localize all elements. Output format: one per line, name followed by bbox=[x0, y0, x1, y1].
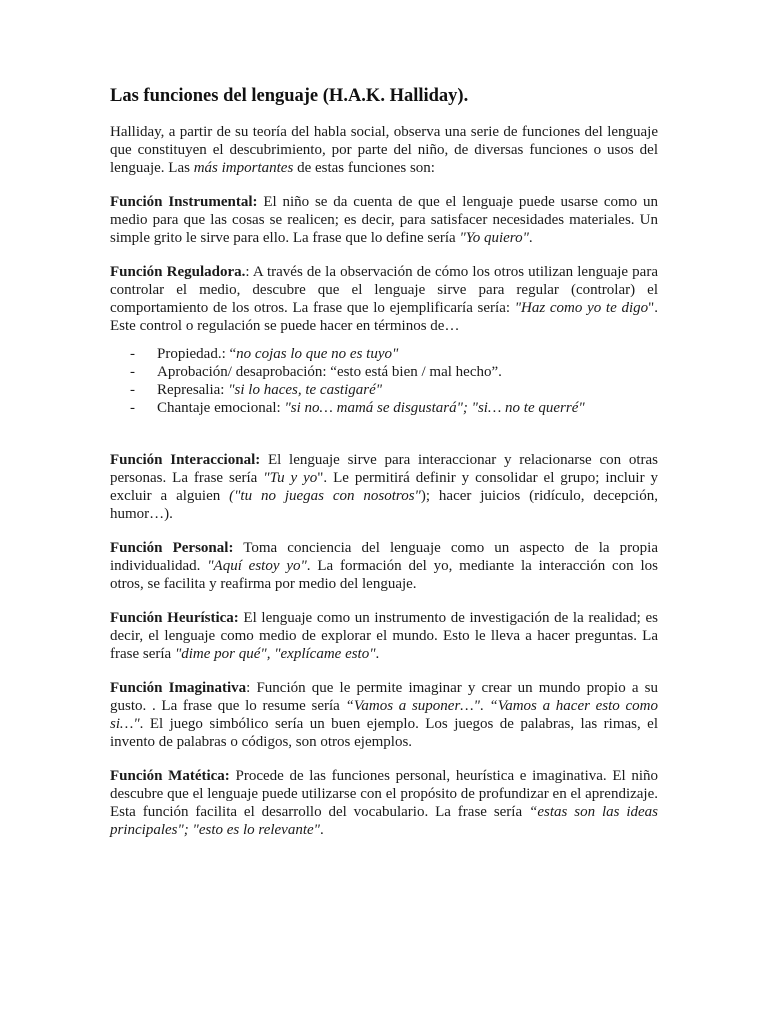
list-label: Aprobación/ desaprobación: bbox=[157, 364, 331, 380]
heuristica-text-end: . bbox=[375, 646, 380, 662]
imaginativa-quote: “Vamos a suponer…" bbox=[345, 698, 480, 714]
matetica-text-end: . bbox=[319, 822, 324, 838]
personal-text: Toma conciencia del lenguaje como un aspecto de la propia individualidad. bbox=[110, 540, 658, 574]
list-dash: - bbox=[130, 364, 135, 380]
reguladora-text-end: ". Este control o regulación se puede hacer en términos de… bbox=[110, 300, 658, 334]
intro-paragraph bbox=[110, 123, 658, 177]
section-imaginativa bbox=[110, 679, 658, 751]
list-text: “ bbox=[229, 346, 237, 362]
reguladora-heading: Función Reguladora. bbox=[110, 264, 246, 280]
matetica-quote: “estas son las ideas principales"; "esto es lo relevante" bbox=[110, 804, 658, 838]
list-label: Propiedad.: bbox=[157, 346, 230, 362]
matetica-text: Procede de las funciones personal, heurística e imaginativa. El niño descubre que el lenguaje puede utilizarse con el propósito de profundizar en el aprendizaje. Esta función facilita el desarrollo del vocabulario. La frase sería bbox=[110, 768, 658, 820]
section-interaccional bbox=[110, 451, 658, 523]
document-title: Las funciones del lenguaje (H.A.K. Halliday). bbox=[110, 86, 469, 106]
interaccional-quote: "Tu y yo bbox=[263, 470, 318, 486]
imaginativa-text-end: . El juego simbólico sería un buen ejemplo. Los juegos de palabras, las rimas, el invento de palabras o códigos, son otros ejemplos. bbox=[110, 716, 658, 750]
regulation-list bbox=[110, 345, 658, 417]
list-item bbox=[130, 399, 658, 417]
section-matetica bbox=[110, 767, 658, 839]
matetica-heading: Función Matética: bbox=[110, 768, 230, 784]
personal-text-end: . La formación del yo, mediante la interacción con los otros, se facilita y reafirma por medio del lenguaje. bbox=[110, 558, 659, 592]
heuristica-quote: "dime por qué", "explícame esto" bbox=[174, 646, 376, 662]
document-body bbox=[110, 84, 658, 855]
list-item bbox=[130, 381, 658, 399]
imaginativa-quote-2: “Vamos a hacer esto como si…" bbox=[110, 698, 658, 732]
section-reguladora bbox=[110, 263, 658, 335]
personal-quote: "Aquí estoy yo" bbox=[207, 558, 307, 574]
list-label: Represalia: bbox=[157, 382, 229, 398]
instrumental-quote: "Yo quiero" bbox=[459, 230, 529, 246]
list-label: Chantaje emocional: bbox=[157, 400, 285, 416]
instrumental-heading: Función Instrumental: bbox=[110, 194, 258, 210]
interaccional-text-mid: ". Le permitirá definir y consolidar el grupo; incluir y excluir a alguien bbox=[110, 470, 658, 504]
list-item bbox=[130, 345, 658, 363]
interaccional-quote-2: ("tu no juegas con nosotros" bbox=[229, 488, 421, 504]
section-heuristica bbox=[110, 609, 658, 663]
imaginativa-heading: Función Imaginativa bbox=[110, 680, 247, 696]
interaccional-text-end: ); hacer juicios (ridículo, decepción, humor…). bbox=[110, 488, 658, 522]
list-quote: "si lo haces, te castigaré" bbox=[228, 382, 383, 398]
section-instrumental bbox=[110, 193, 658, 247]
section-personal bbox=[110, 539, 658, 593]
reguladora-text: : A través de la observación de cómo los otros utilizan lenguaje para controlar el medio, descubre que el lenguaje sirve para regular (controlar) el comportamiento de los otros. La frase que lo ejemplificaría sería: bbox=[110, 264, 658, 316]
instrumental-text: El niño se da cuenta de que el lenguaje puede usarse como un medio para que las cosas se realicen; es decir, para satisfacer necesidades materiales. Un simple grito le sirve para ello. La frase que lo define sería bbox=[110, 194, 658, 246]
list-quote: "si no… mamá se disgustará"; "si… no te querré" bbox=[284, 400, 585, 416]
interaccional-text: El lenguaje sirve para interaccionar y relacionarse con otras personas. La frase sería bbox=[110, 452, 658, 486]
list-dash: - bbox=[130, 400, 135, 416]
spacer bbox=[110, 433, 658, 451]
intro-emphasis: más importantes bbox=[193, 160, 294, 176]
list-quote: no cojas lo que no es tuyo" bbox=[236, 346, 399, 362]
heuristica-text: El lenguaje como un instrumento de investigación de la realidad; es decir, el lenguaje como medio de explorar el mundo. Esto le lleva a hacer preguntas. La frase sería bbox=[110, 610, 658, 662]
heuristica-heading: Función Heurística: bbox=[110, 610, 239, 626]
list-dash: - bbox=[130, 382, 135, 398]
intro-text-end: de estas funciones son: bbox=[293, 160, 435, 176]
instrumental-text-end: . bbox=[528, 230, 533, 246]
interaccional-heading: Función Interaccional: bbox=[110, 452, 261, 468]
imaginativa-text: : Función que le permite imaginar y crear un mundo propio a su gusto. . La frase que lo resume sería bbox=[110, 680, 658, 714]
list-text: “esto está bien / mal hecho”. bbox=[330, 364, 502, 380]
imaginativa-text-mid: . bbox=[479, 698, 490, 714]
list-dash: - bbox=[130, 346, 135, 362]
reguladora-quote: "Haz como yo te digo bbox=[514, 300, 649, 316]
intro-text: Halliday, a partir de su teoría del habla social, observa una serie de funciones del lenguaje que constituyen el descubrimiento, por parte del niño, de diversas funciones o usos del lenguaje. Las bbox=[110, 124, 658, 176]
personal-heading: Función Personal: bbox=[110, 540, 234, 556]
list-item bbox=[130, 363, 658, 381]
